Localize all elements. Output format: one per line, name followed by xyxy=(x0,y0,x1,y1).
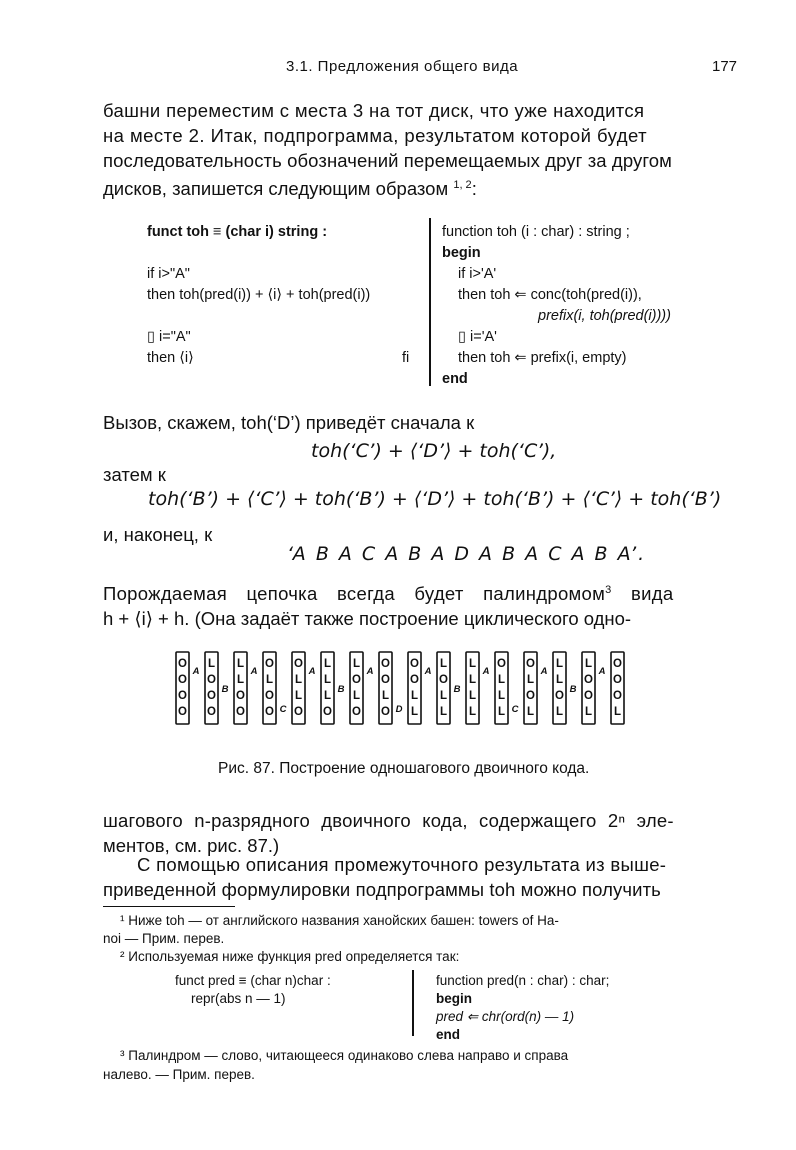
code-right-line: prefix(i, toh(pred(i)))) xyxy=(538,308,671,324)
footnote-3-line-2: налево. — Прим. перев. xyxy=(103,1067,255,1082)
code-bit: L xyxy=(526,706,535,718)
code-right-line: function toh (i : char) : string ; xyxy=(442,224,630,240)
sequence-letter: A xyxy=(308,666,316,677)
code-bit: O xyxy=(381,674,390,686)
code-bit: O xyxy=(178,690,187,702)
code-bit: O xyxy=(352,706,361,718)
code-bit: L xyxy=(555,706,564,718)
palindrome-line: h + ⟨i⟩ + h. (Она задаёт также построение циклического одно- xyxy=(103,608,632,630)
sequence-letter: A xyxy=(598,666,606,677)
code-bit: L xyxy=(323,658,332,670)
code-bit: O xyxy=(584,674,593,686)
footnote-code-divider xyxy=(412,970,414,1036)
code-bit: L xyxy=(526,674,535,686)
code-bit: O xyxy=(265,658,274,670)
code-bit: O xyxy=(236,706,245,718)
code-bit: L xyxy=(439,690,448,702)
palindrome-line-text: Порождаемая цепочка всегда будет палиндромом xyxy=(103,583,606,605)
code-bit: O xyxy=(236,690,245,702)
footnote-marks: 1, 2 xyxy=(453,179,472,191)
code-bit: O xyxy=(352,674,361,686)
sequence-letter: A xyxy=(366,666,374,677)
code-right-line: begin xyxy=(442,245,481,261)
footnote-rule xyxy=(103,906,235,907)
code-bit: O xyxy=(410,674,419,686)
code-right-line: ▯ i='A' xyxy=(458,329,497,345)
fn2-code-left-line: funct pred ≡ (char n)char : xyxy=(175,973,331,988)
code-bit: L xyxy=(468,658,477,670)
code-bit: L xyxy=(555,674,564,686)
code-right-line: then toh ⇐ prefix(i, empty) xyxy=(458,350,627,366)
code-divider xyxy=(429,218,431,386)
code-bit: O xyxy=(178,706,187,718)
code-bit: L xyxy=(497,706,506,718)
code-bit: O xyxy=(294,706,303,718)
code-right-line: if i>'A' xyxy=(458,266,497,282)
code-bit: L xyxy=(236,674,245,686)
code-bit: O xyxy=(555,690,564,702)
sequence-letter: B xyxy=(337,684,345,695)
code-bit: O xyxy=(526,690,535,702)
code-bit: O xyxy=(265,706,274,718)
code-right-line: end xyxy=(442,371,468,387)
code-bit: O xyxy=(207,690,216,702)
code-bit: L xyxy=(555,658,564,670)
sequence-letter: A xyxy=(192,666,200,677)
code-bit: O xyxy=(410,658,419,670)
formula-3: ‘A B A C A B A D A B A C A B A’. xyxy=(287,543,647,565)
sequence-letter: C xyxy=(279,704,287,715)
fn2-code-right-line: pred ⇐ chr(ord(n) — 1) xyxy=(436,1009,575,1024)
code-right-line: then toh ⇐ conc(toh(pred(i)), xyxy=(458,287,642,303)
next-para-line: С помощью описания промежуточного результата из выше- xyxy=(137,854,667,875)
code-bit: O xyxy=(613,658,622,670)
code-bit: O xyxy=(613,690,622,702)
intro-line: дисков, запишется следующим образом xyxy=(103,178,454,200)
sequence-letter: B xyxy=(453,684,461,695)
sequence-letter: A xyxy=(482,666,490,677)
code-bit: O xyxy=(207,674,216,686)
code-bit: O xyxy=(613,674,622,686)
code-bit: L xyxy=(584,658,593,670)
code-bit: L xyxy=(497,690,506,702)
finally-text: и, наконец, к xyxy=(103,524,213,545)
intro-line-last xyxy=(103,173,743,201)
code-bit: L xyxy=(323,674,332,686)
footnote-3-line-1: ³ Палиндром — слово, читающееся одинаково слева направо и справа xyxy=(120,1048,569,1063)
formula-1: toh(‘C’) + ⟨‘D’⟩ + toh(‘C’), xyxy=(311,440,557,462)
code-left-line: funct toh ≡ (char i) string : xyxy=(147,224,328,240)
code-left-line: then toh(pred(i)) + ⟨i⟩ + toh(pred(i)) xyxy=(147,287,371,303)
code-bit: L xyxy=(468,690,477,702)
intro-paragraph xyxy=(103,98,743,201)
sequence-letter: A xyxy=(424,666,432,677)
code-bit: O xyxy=(178,658,187,670)
code-bit: L xyxy=(439,706,448,718)
code-bit: L xyxy=(323,690,332,702)
formula-2: toh(‘B’) + ⟨‘C’⟩ + toh(‘B’) + ⟨‘D’⟩ + toh(‘B’) + ⟨‘C’⟩ + toh(‘B’) xyxy=(148,488,722,510)
code-bit: O xyxy=(439,674,448,686)
next-para-line: приведенной формулировки подпрограммы toh можно получить xyxy=(103,879,661,900)
code-left-line xyxy=(147,243,370,264)
palindrome-line xyxy=(103,578,743,606)
footnote-2-code-left xyxy=(175,972,331,1008)
then-text: затем к xyxy=(103,464,166,485)
intro-line: на месте 2. Итак, подпрограмма, результатом которой будет xyxy=(103,125,648,146)
fn2-code-right-line: end xyxy=(436,1027,461,1042)
code-left-fi: fi xyxy=(402,350,410,366)
code-bit: O xyxy=(497,658,506,670)
footnote-2: ² Используемая ниже функция pred определяется так: xyxy=(120,949,460,964)
code-left-line: then ⟨i⟩ xyxy=(147,350,194,366)
code-bit: L xyxy=(584,706,593,718)
fn2-code-right-line: function pred(n : char) : char; xyxy=(436,973,610,988)
code-bit: O xyxy=(294,658,303,670)
sequence-letter: A xyxy=(250,666,258,677)
sequence-letter: B xyxy=(569,684,577,695)
figure-caption: Рис. 87. Построение одношагового двоичного кода. xyxy=(218,760,590,777)
code-bit: O xyxy=(381,658,390,670)
code-bit: O xyxy=(265,690,274,702)
code-bit: O xyxy=(323,706,332,718)
code-bit: L xyxy=(294,674,303,686)
call-text: Вызов, скажем, toh(‘D’) приведёт сначала к xyxy=(103,412,475,433)
code-bit: L xyxy=(294,690,303,702)
code-left-line: if i>"A" xyxy=(147,266,190,282)
intro-end: : xyxy=(471,178,477,200)
next-paragraph xyxy=(103,852,743,902)
fn2-code-right-line: begin xyxy=(436,991,472,1006)
footnote-1-line-1: ¹ Ниже toh — от английского названия ханойских башен: towers of Ha- xyxy=(120,913,559,928)
footnote-1-line-2: noi — Прим. перев. xyxy=(103,931,225,946)
figure-gray-code xyxy=(170,648,670,736)
continuation-line: ментов, см. рис. 87.) xyxy=(103,835,280,856)
sequence-letter: C xyxy=(511,704,519,715)
footnote-mark: 3 xyxy=(605,584,612,596)
code-left-line: ▯ i="A" xyxy=(147,329,191,345)
continuation-line: шагового n-разрядного двоичного кода, содержащего 2ⁿ эле- xyxy=(103,810,674,831)
code-bit: L xyxy=(468,706,477,718)
code-bit: O xyxy=(178,674,187,686)
code-left-line xyxy=(147,306,370,327)
palindrome-paragraph xyxy=(103,578,743,631)
page-number: 177 xyxy=(712,58,738,75)
code-right-column xyxy=(442,222,671,390)
intro-line: башни переместим с места 3 на тот диск, что уже находится xyxy=(103,100,645,121)
code-bit: L xyxy=(410,706,419,718)
code-bit: L xyxy=(352,658,361,670)
continuation-paragraph xyxy=(103,808,743,858)
sequence-letter: A xyxy=(540,666,548,677)
code-bit: L xyxy=(265,674,274,686)
code-bit: O xyxy=(526,658,535,670)
code-bit: L xyxy=(207,658,216,670)
code-bit: O xyxy=(207,706,216,718)
code-left-column xyxy=(147,222,370,369)
code-bit: L xyxy=(410,690,419,702)
code-bit: L xyxy=(497,674,506,686)
code-bit: O xyxy=(584,690,593,702)
intro-line: последовательность обозначений перемещаемых друг за другом xyxy=(103,150,672,171)
code-bit: L xyxy=(352,690,361,702)
sequence-letter: B xyxy=(221,684,229,695)
code-bit: L xyxy=(381,690,390,702)
figure-gray-code-diagram xyxy=(170,648,670,732)
code-bit: O xyxy=(381,706,390,718)
code-bit: L xyxy=(236,658,245,670)
sequence-letter: D xyxy=(395,704,403,715)
palindrome-line-end: вида xyxy=(611,583,674,605)
running-title: 3.1. Предложения общего вида xyxy=(286,58,519,75)
code-bit: L xyxy=(613,706,622,718)
code-bit: L xyxy=(468,674,477,686)
code-bit: L xyxy=(439,658,448,670)
footnote-2-code-right xyxy=(436,972,609,1044)
fn2-code-left-line: repr(abs n — 1) xyxy=(191,991,286,1006)
